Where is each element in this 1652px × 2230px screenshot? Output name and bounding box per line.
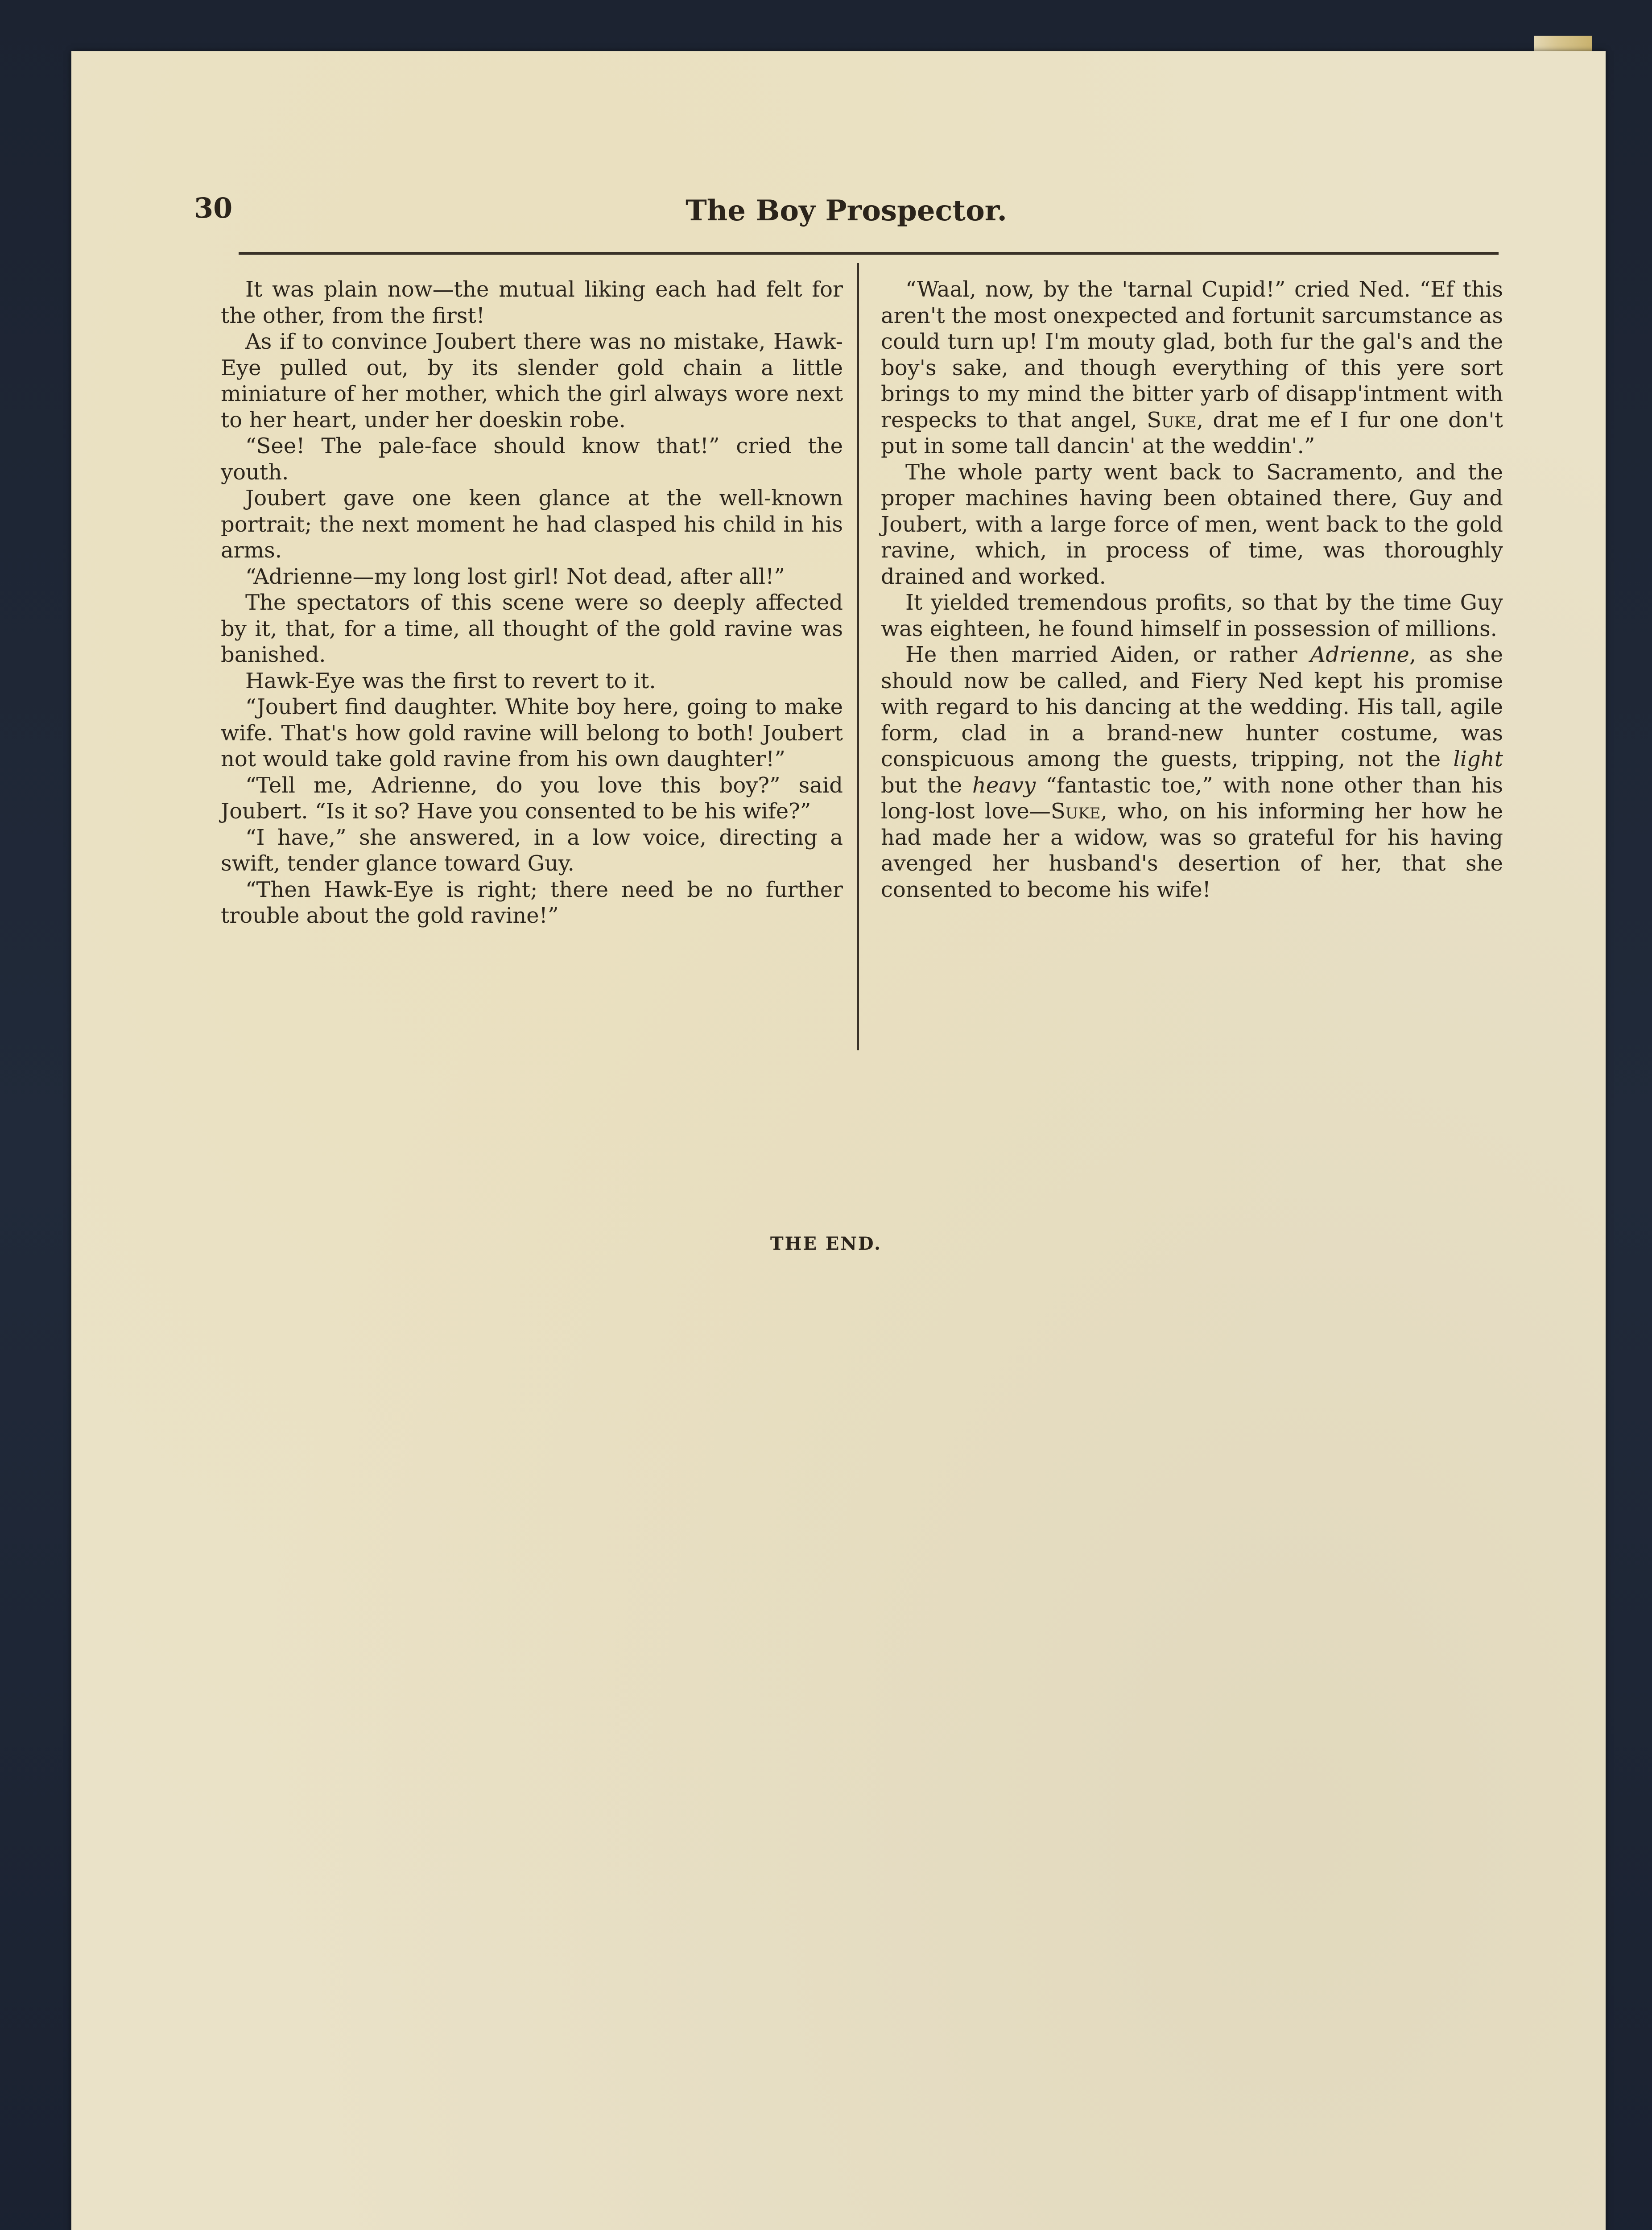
text-run: He then married Aiden, or rather — [905, 642, 1310, 667]
text-run: , as she should now be called, and Fiery Ned kept his promise with regard to his dancing at the wedding. His tall, agile form, clad in a brand-new hunter costume, was conspicuous among the guests, tripping, not the — [881, 642, 1503, 772]
page-number: 30 — [194, 192, 233, 224]
paragraph: “I have,” she answered, in a low voice, directing a swift, tender glance toward Guy. — [221, 825, 843, 876]
column-divider — [857, 263, 859, 1050]
paragraph — [881, 277, 1503, 459]
paragraph: It was plain now—the mutual liking each had felt for the other, from the first! — [221, 277, 843, 328]
paragraph: The whole party went back to Sacramento, and the proper machines having been obtained there, Guy and Joubert, with a large force of men, went back to the gold ravine, which, in process of time, was thoroughly drained and worked. — [881, 459, 1503, 589]
paragraph: “Adrienne—my long lost girl! Not dead, after all!” — [245, 564, 785, 589]
running-title: The Boy Prospector. — [686, 194, 1007, 227]
paragraph — [881, 642, 1503, 903]
paragraph: Joubert gave one keen glance at the well-known portrait; the next moment he had clasped his child in his arms. — [221, 486, 843, 563]
left-column — [221, 277, 843, 929]
the-end: THE END. — [770, 1233, 882, 1254]
italic-word: heavy — [972, 772, 1036, 798]
page-header — [194, 187, 1499, 236]
right-column — [881, 277, 1503, 903]
text-run: , drat me ef I fur one don't put in some tall dancin' at the weddin'.” — [881, 407, 1503, 458]
text-run: “Waal, now, by the 'tarnal Cupid!” cried Ned. “Ef this aren't the most onexpected and fortunit sarcumstance as could turn up! I'm mouty glad, both fur the gal's and the boy's sake, and though everything of this yere sort brings to my mind the bitter yarb of disapp'intment with respecks to that angel, — [881, 277, 1503, 433]
header-rule — [239, 252, 1499, 255]
name-smallcaps: Suke — [1147, 407, 1197, 433]
paragraph: “Tell me, Adrienne, do you love this boy?” said Joubert. “Is it so? Have you consented to be his wife?” — [221, 772, 843, 824]
paragraph: “Joubert find daughter. White boy here, going to make wife. That's how gold ravine will belong to both! Joubert not would take gold ravine from his own daughter!” — [221, 694, 843, 772]
text-run: but the — [881, 772, 972, 798]
text-run: , who, on his informing her how he had made her a widow, was so grateful for his having avenged her husband's desertion of her, that she consented to become his wife! — [881, 799, 1503, 902]
name-smallcaps: Suke — [1050, 799, 1101, 824]
italic-word: light — [1453, 747, 1503, 772]
paragraph: Hawk-Eye was the first to revert to it. — [245, 668, 656, 694]
italic-name: Adrienne — [1310, 642, 1409, 667]
paragraph: It yielded tremendous profits, so that by the time Guy was eighteen, he found himself in possession of millions. — [881, 590, 1503, 641]
text-run: “fantastic toe,” with none other than his long-lost love— — [881, 772, 1503, 824]
paragraph: As if to convince Joubert there was no mistake, Hawk-Eye pulled out, by its slender gold chain a little miniature of her mother, which the girl always wore next to her heart, under her doeskin robe. — [221, 329, 843, 433]
paragraph: The spectators of this scene were so deeply affected by it, that, for a time, all thought of the gold ravine was banished. — [221, 590, 843, 667]
paragraph: “Then Hawk-Eye is right; there need be no further trouble about the gold ravine!” — [221, 877, 843, 928]
paragraph: “See! The pale-face should know that!” cried the youth. — [221, 434, 843, 485]
